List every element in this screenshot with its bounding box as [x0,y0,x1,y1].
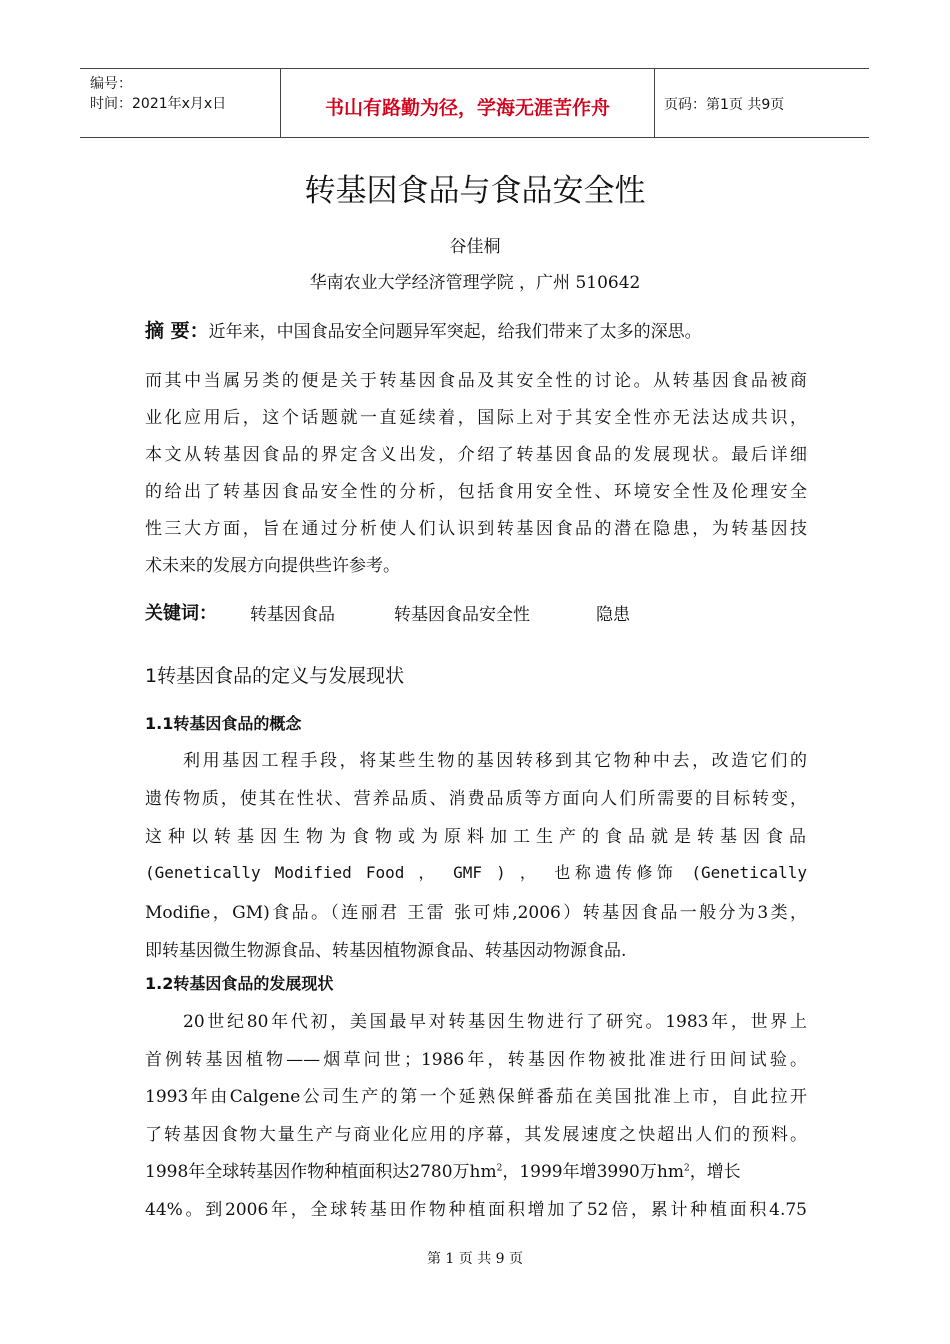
keyword-item: 隐患 [596,605,630,625]
abstract-line: 本文从转基因食品的界定含义出发，介绍了转基因食品的发展现状。最后详细 [145,445,807,465]
body-line: 首例转基因植物——烟草问世；1986年，转基因作物被批准进行田间试验。 [145,1050,807,1070]
header-left-cell [80,69,280,137]
page-footer: 第 1 页 共 9 页 [426,1251,524,1267]
document-date-label: 时间：2021年x月x日 [90,96,227,112]
body-line: 了转基因食物大量生产与商业化应用的序幕，其发展速度之快超出人们的预料。 [145,1125,807,1145]
body-line [145,1157,807,1182]
subsection-heading: 1.2转基因食品的发展现状 [145,974,334,993]
page-number-label: 页码：第1页 共9页 [664,97,785,113]
header-page-cell [654,69,869,137]
author-name: 谷佳桐 [449,237,501,257]
superscript: 2 [683,1163,690,1174]
motto-text: 书山有路勤为径，学海无涯苦作舟 [324,97,610,119]
abstract-text-line: 近年来，中国食品安全问题异军突起，给我们带来了太多的深思。 [208,322,702,342]
keywords-label: 关键词： [145,603,217,624]
keyword-item: 转基因食品 [250,605,335,625]
abstract-line: 业化应用后，这个话题就一直延续着，国际上对于其安全性亦无法达成共识， [145,408,807,428]
body-line: Modifie，GM)食品。（连丽君 王雷 张可炜,2006）转基因食品一般分为3类， [145,903,807,923]
body-line: 20世纪80年代初，美国最早对转基因生物进行了研究。1983年，世界上 [183,1012,807,1032]
author-affiliation: 华南农业大学经济管理学院 ，广州 510642 [309,273,641,293]
superscript: 2 [496,1163,503,1174]
body-line: 遗传物质，使其在性状、营养品质、消费品质等方面向人们所需要的目标转变， [145,789,807,809]
abstract-label: 摘 要： [145,320,209,342]
body-line: 这种以转基因生物为食物或为原料加工生产的食品就是转基因食品 [145,827,807,847]
header-motto-cell [280,69,655,137]
body-line: 1993年由Calgene公司生产的第一个延熟保鲜番茄在美国批准上市，自此拉开 [145,1087,807,1107]
body-text: ，增长 [689,1162,741,1182]
keyword-item: 转基因食品安全性 [394,605,530,625]
abstract-line: 性三大方面，旨在通过分析使人们认识到转基因食品的潜在隐患，为转基因技 [145,519,807,539]
body-line: 即转基因微生物源食品、转基因植物源食品、转基因动物源食品. [145,941,627,961]
abstract-line: 术未来的发展方向提供些许参考。 [145,556,400,576]
document-number-label: 编号： [90,76,132,92]
page-header [80,68,869,138]
abstract-line: 的给出了转基因食品安全性的分析，包括食用安全性、环境安全性及伦理安全 [145,482,807,502]
subsection-heading: 1.1转基因食品的概念 [145,714,302,733]
abstract-line: 而其中当属另类的便是关于转基因食品及其安全性的讨论。从转基因食品被商 [145,371,807,391]
body-line: (Genetically Modified Food ， GMF ) ， 也称遗传修饰 (Genetically [145,863,807,882]
body-text: 1998年全球转基因作物种植面积达2780万hm [145,1162,497,1182]
abstract-first-line [145,316,807,343]
section-heading: 1转基因食品的定义与发展现状 [145,665,405,687]
body-line: 利用基因工程手段，将某些生物的基因转移到其它物种中去，改造它们的 [183,751,807,771]
body-text: ，1999年增3990万hm [502,1162,684,1182]
body-line: 44%。到2006年，全球转基田作物种植面积增加了52倍，累计种植面积4.75 [145,1200,807,1220]
document-title: 转基因食品与食品安全性 [304,173,646,209]
